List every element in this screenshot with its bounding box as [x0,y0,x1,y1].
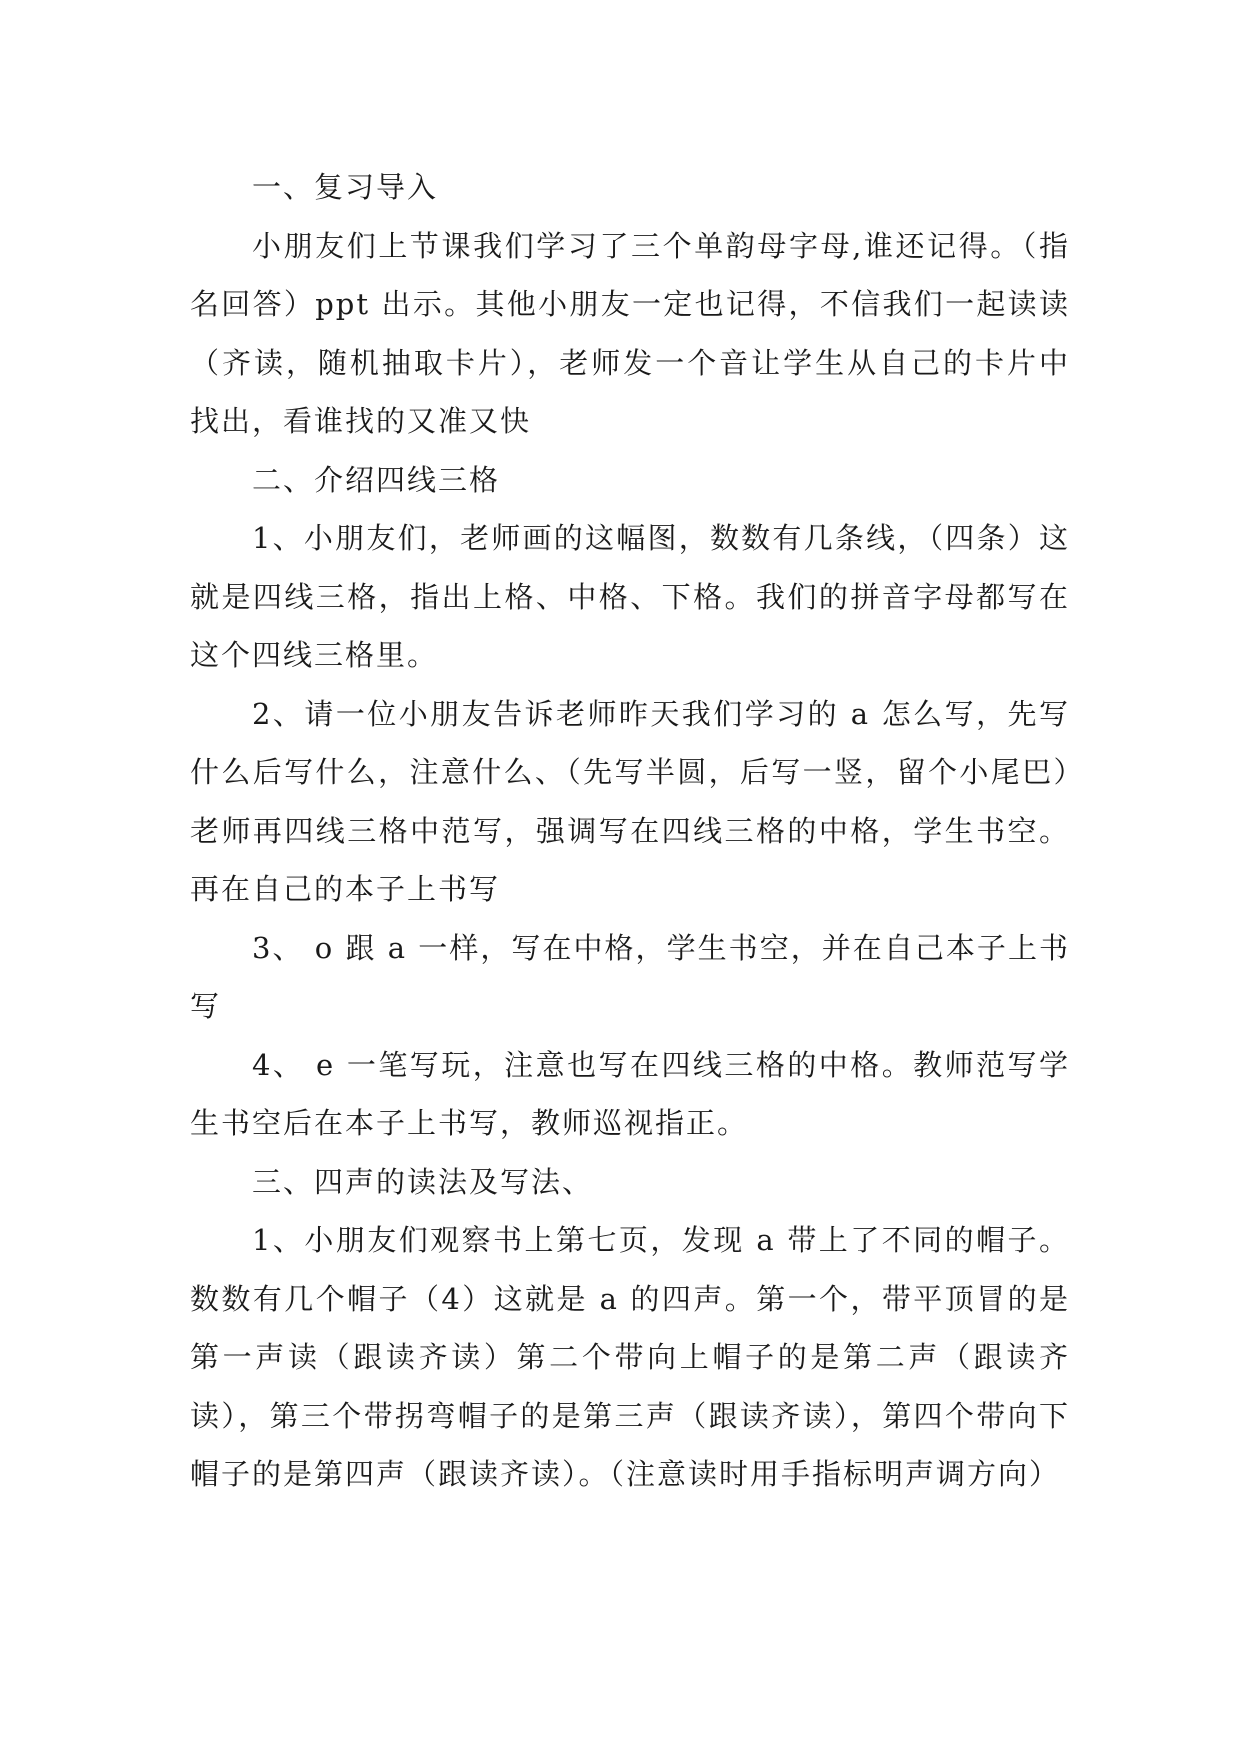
paragraph-four-lines-step-1: 1、小朋友们，老师画的这幅图，数数有几条线，（四条）这就是四线三格，指出上格、中格、下格。我们的拼音字母都写在这个四线三格里。 [190,521,1070,672]
paragraph-four-lines-step-3: 3、 o 跟 a 一样，写在中格，学生书空，并在自己本子上书写 [190,930,1070,1023]
paragraph-four-lines-step-4: 4、 e 一笔写玩，注意也写在四线三格的中格。教师范写学生书空后在本子上书写，教师巡视指正。 [190,1047,1070,1140]
paragraph-four-tones-step-1: 1、小朋友们观察书上第七页，发现 a 带上了不同的帽子。数数有几个帽子（4）这就是 a 的四声。第一个，带平顶冒的是第一声读（跟读齐读）第二个带向上帽子的是第二声（跟读齐读），第三个带拐弯帽子的是第三声（跟读齐读），第四个带向下帽子的是第四声（跟读齐读）。（注意读时用手指标明声调方向） [190,1223,1070,1491]
paragraph-review-activity: 小朋友们上节课我们学习了三个单韵母字母,谁还记得。（指名回答）ppt 出示。其他小朋友一定也记得，不信我们一起读读（齐读，随机抽取卡片），老师发一个音让学生从自己的卡片中找出，看谁找的又准又快 [190,228,1070,438]
section-heading-four-lines: 二、介绍四线三格 [252,462,501,497]
section-heading-review: 一、复习导入 [252,170,439,204]
section-heading-four-tones: 三、四声的读法及写法、 [252,1164,594,1199]
document-body [190,158,1070,1504]
paragraph-four-lines-step-2: 2、请一位小朋友告诉老师昨天我们学习的 a 怎么写，先写什么后写什么，注意什么、（先写半圆，后写一竖，留个小尾巴）老师再四线三格中范写，强调写在四线三格的中格，学生书空。再在自己的本子上书写 [190,696,1070,906]
